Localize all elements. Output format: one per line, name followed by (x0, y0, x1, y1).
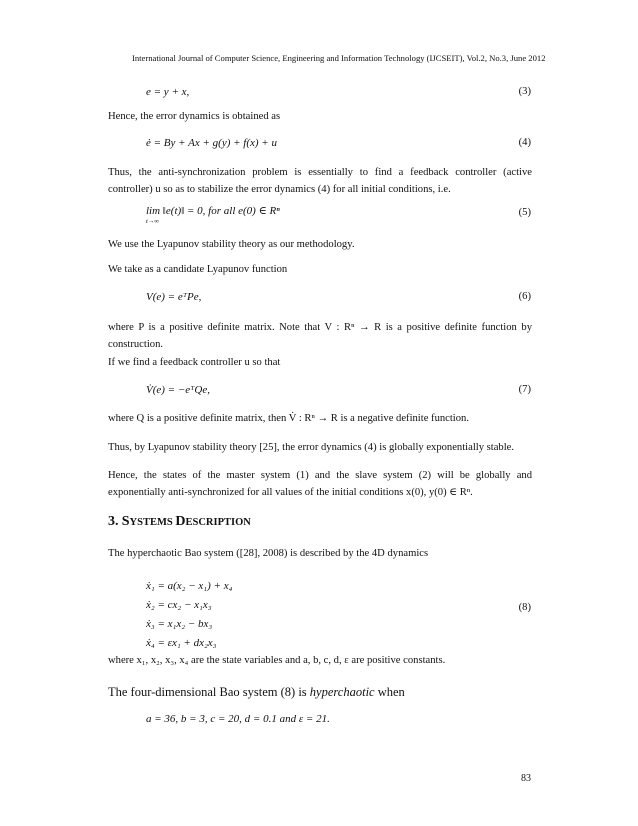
equation-5-number: (5) (518, 207, 531, 218)
equation-6-number: (6) (518, 291, 531, 302)
equation-8-system (146, 577, 232, 653)
paragraph-globally-stable: Thus, by Lyapunov stability theory [25], the error dynamics (4) is globally exponentially stable. (108, 442, 515, 453)
paragraph-lyapunov-method: We use the Lyapunov stability theory as our methodology. (108, 239, 355, 250)
page-number: 83 (521, 773, 531, 784)
paragraph-anti-synchronization: Thus, the anti-synchronization problem is essentially to find a feedback controller (active controller) u so as to stabilize the error dynamics (4) for all initial conditions, i.e. (108, 167, 532, 195)
parameter-values: a = 36, b = 3, c = 20, d = 0.1 and ε = 21. (146, 713, 330, 725)
equation-3-number: (3) (518, 86, 531, 97)
paragraph-anti-synchronized: Hence, the states of the master system (1) and the slave system (2) will be globally and exponentially anti-synchronized for all values of the initial conditions x(0), y(0) ∈ Rⁿ. (108, 470, 532, 498)
equation-8-line-4: ẋ₄ = εx₁ + dx₂x₃ (146, 637, 217, 649)
section-number: 3. (108, 514, 119, 529)
paragraph-where-q: where Q is a positive definite matrix, then V̇ : Rⁿ → R is a negative definite function. (108, 413, 469, 424)
equation-5: lim ‖e(t)‖ = 0, for all e(0) ∈ Rⁿ (146, 205, 280, 217)
equation-3: e = y + x, (146, 86, 190, 98)
paragraph-bao-system: The hyperchaotic Bao system ([28], 2008) is described by the 4D dynamics (108, 548, 429, 559)
hyperchaotic-emphasis: hyperchaotic (309, 685, 375, 699)
paragraph-where-p: where P is a positive definite matrix. Note that V : Rⁿ → R is a positive definite function by construction. (108, 322, 532, 350)
paragraph-candidate-function: We take as a candidate Lyapunov function (108, 264, 288, 275)
equation-7: V̇(e) = −eᵀQe, (146, 384, 210, 396)
section-heading: 3. SYSTEMS DESCRIPTION (108, 514, 251, 529)
journal-header: International Journal of Computer Science, Engineering and Information Technology (IJCSEIT), Vol.2, No.3, June 2012 (132, 53, 546, 63)
equation-8-line-1: ẋ₁ = a(x₂ − x₁) + x₄ (146, 580, 233, 592)
paragraph-four-dimensional: The four-dimensional Bao system (8) is hyperchaotic when (108, 685, 405, 699)
equation-8-number: (8) (518, 602, 531, 613)
equation-6: V(e) = eᵀPe, (146, 291, 202, 303)
paragraph-error-dynamics: Hence, the error dynamics is obtained as (108, 111, 281, 122)
equation-4-number: (4) (518, 137, 531, 148)
equation-8-line-3: ẋ₃ = x₁x₂ − bx₃ (146, 618, 213, 630)
equation-8-line-2: ẋ₂ = cx₂ − x₁x₃ (146, 599, 212, 611)
paragraph-state-variables: where x₁, x₂, x₃, x₄ are the state variables and a, b, c, d, ε are positive constants. (108, 655, 446, 666)
equation-7-number: (7) (518, 384, 531, 395)
equation-4: ė = By + Ax + g(y) + f(x) + u (146, 137, 277, 149)
equation-5-limit-subscript: t→∞ (146, 218, 159, 225)
paragraph-if-we-find: If we find a feedback controller u so that (108, 357, 281, 368)
